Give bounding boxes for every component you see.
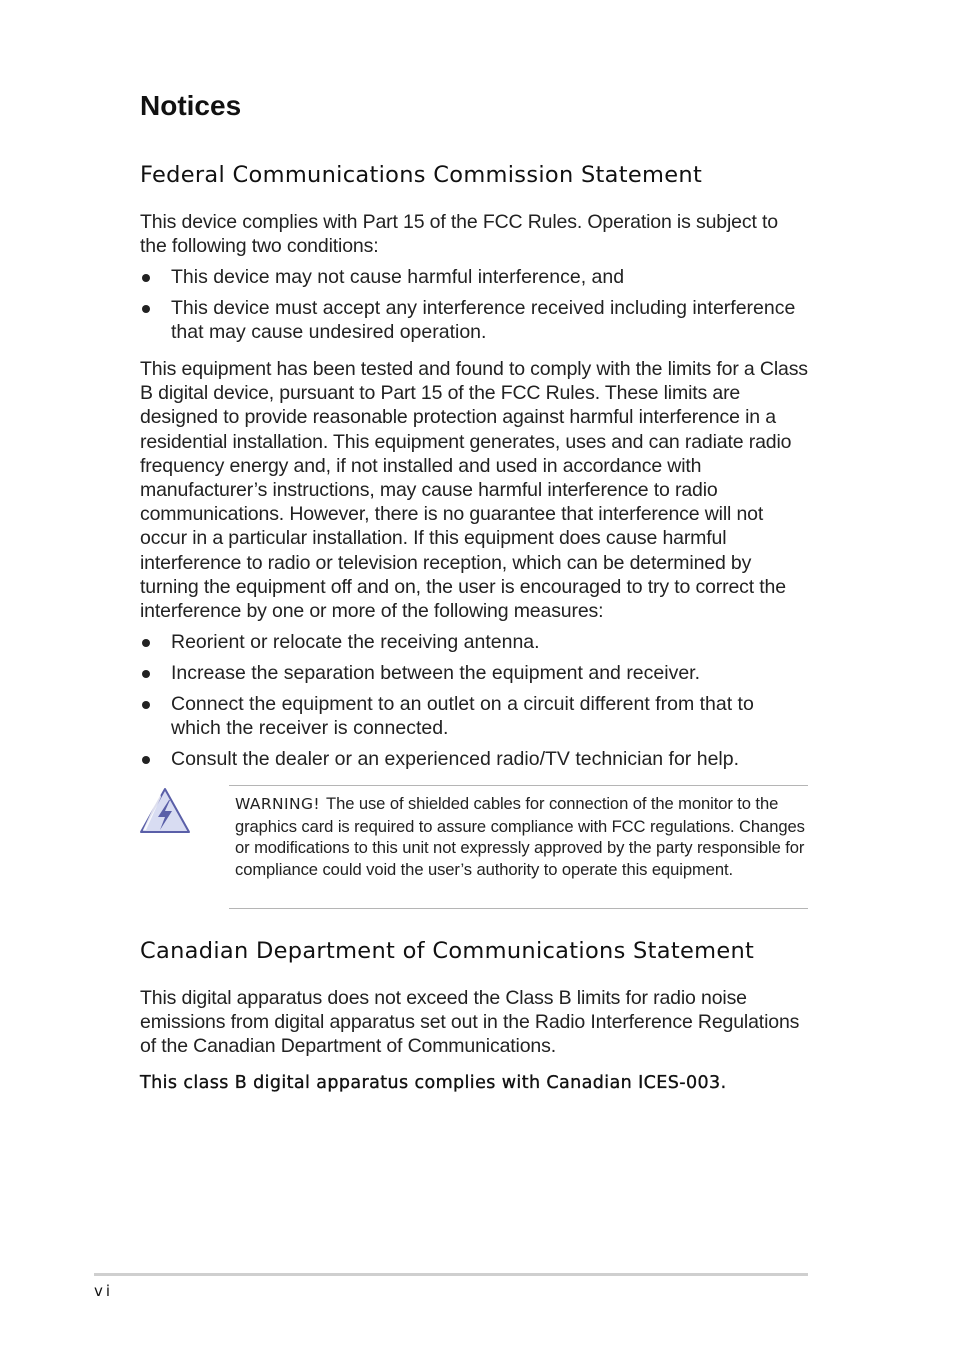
list-item	[140, 692, 808, 740]
fcc-measures-list	[140, 630, 808, 777]
bullet-icon	[142, 756, 150, 764]
bullet-icon	[142, 670, 150, 678]
list-item-text: Increase the separation between the equipment and receiver.	[171, 661, 701, 684]
bullet-icon	[142, 305, 150, 313]
list-item-text: This device must accept any interference received including interference that may cause undesired operation.	[171, 296, 796, 343]
warning-text	[235, 793, 810, 881]
page-number: vi	[94, 1282, 114, 1300]
list-item	[140, 265, 808, 289]
warning-body: The use of shielded cables for connection of the monitor to the graphics card is required to assure compliance with FCC regulations. Changes or modifications to this unit not expressly approved by the party responsible for compliance could void the user’s authority to operate this equipment.	[235, 794, 805, 880]
bullet-icon	[142, 274, 150, 282]
footer-divider	[94, 1273, 808, 1276]
list-item	[140, 630, 808, 654]
canadian-body: This digital apparatus does not exceed the Class B limits for radio noise emissions from digital apparatus set out in the Radio Interference Regulations of the Canadian Department of Communications.	[140, 987, 800, 1058]
list-item-text: Reorient or relocate the receiving antenna.	[171, 631, 540, 653]
list-item-text: Connect the equipment to an outlet on a circuit different from that to which the receiver is connected.	[171, 692, 754, 739]
warning-top-divider	[229, 785, 808, 786]
fcc-conditions-list	[140, 265, 808, 351]
bullet-icon	[142, 701, 150, 709]
fcc-intro: This device complies with Part 15 of the FCC Rules. Operation is subject to the following two conditions:	[140, 211, 778, 258]
list-item	[140, 661, 808, 685]
warning-bottom-divider	[229, 908, 808, 909]
canadian-heading: Canadian Department of Communications Statement	[140, 938, 755, 964]
list-item-text: This device may not cause harmful interference, and	[171, 266, 625, 288]
list-item	[140, 747, 808, 771]
ices-statement: This class B digital apparatus complies with Canadian ICES-003.	[140, 1073, 727, 1093]
list-item	[140, 296, 808, 344]
bullet-icon	[142, 639, 150, 647]
page-title: Notices	[140, 90, 242, 121]
fcc-body: This equipment has been tested and found to comply with the limits for a Class B digital device, pursuant to Part 15 of the FCC Rules. These limits are designed to provide reasonable protection against harmful interference in a residential installation. This equipment generates, uses and can radiate radio frequency energy and, if not installed and used in accordance with manufacturer’s instructions, may cause harmful interference to radio communications. However, there is no guarantee that interference will not occur in a particular installation. If this equipment does cause harmful interference to radio or television reception, which can be determined by turning the equipment off and on, the user is encouraged to try to correct the interference by one or more of the following measures:	[140, 358, 808, 623]
warning-label: WARNING!	[235, 795, 321, 813]
fcc-heading: Federal Communications Commission Statement	[140, 162, 703, 188]
warning-lightning-icon	[138, 786, 192, 836]
list-item-text: Consult the dealer or an experienced radio/TV technician for help.	[171, 747, 740, 770]
